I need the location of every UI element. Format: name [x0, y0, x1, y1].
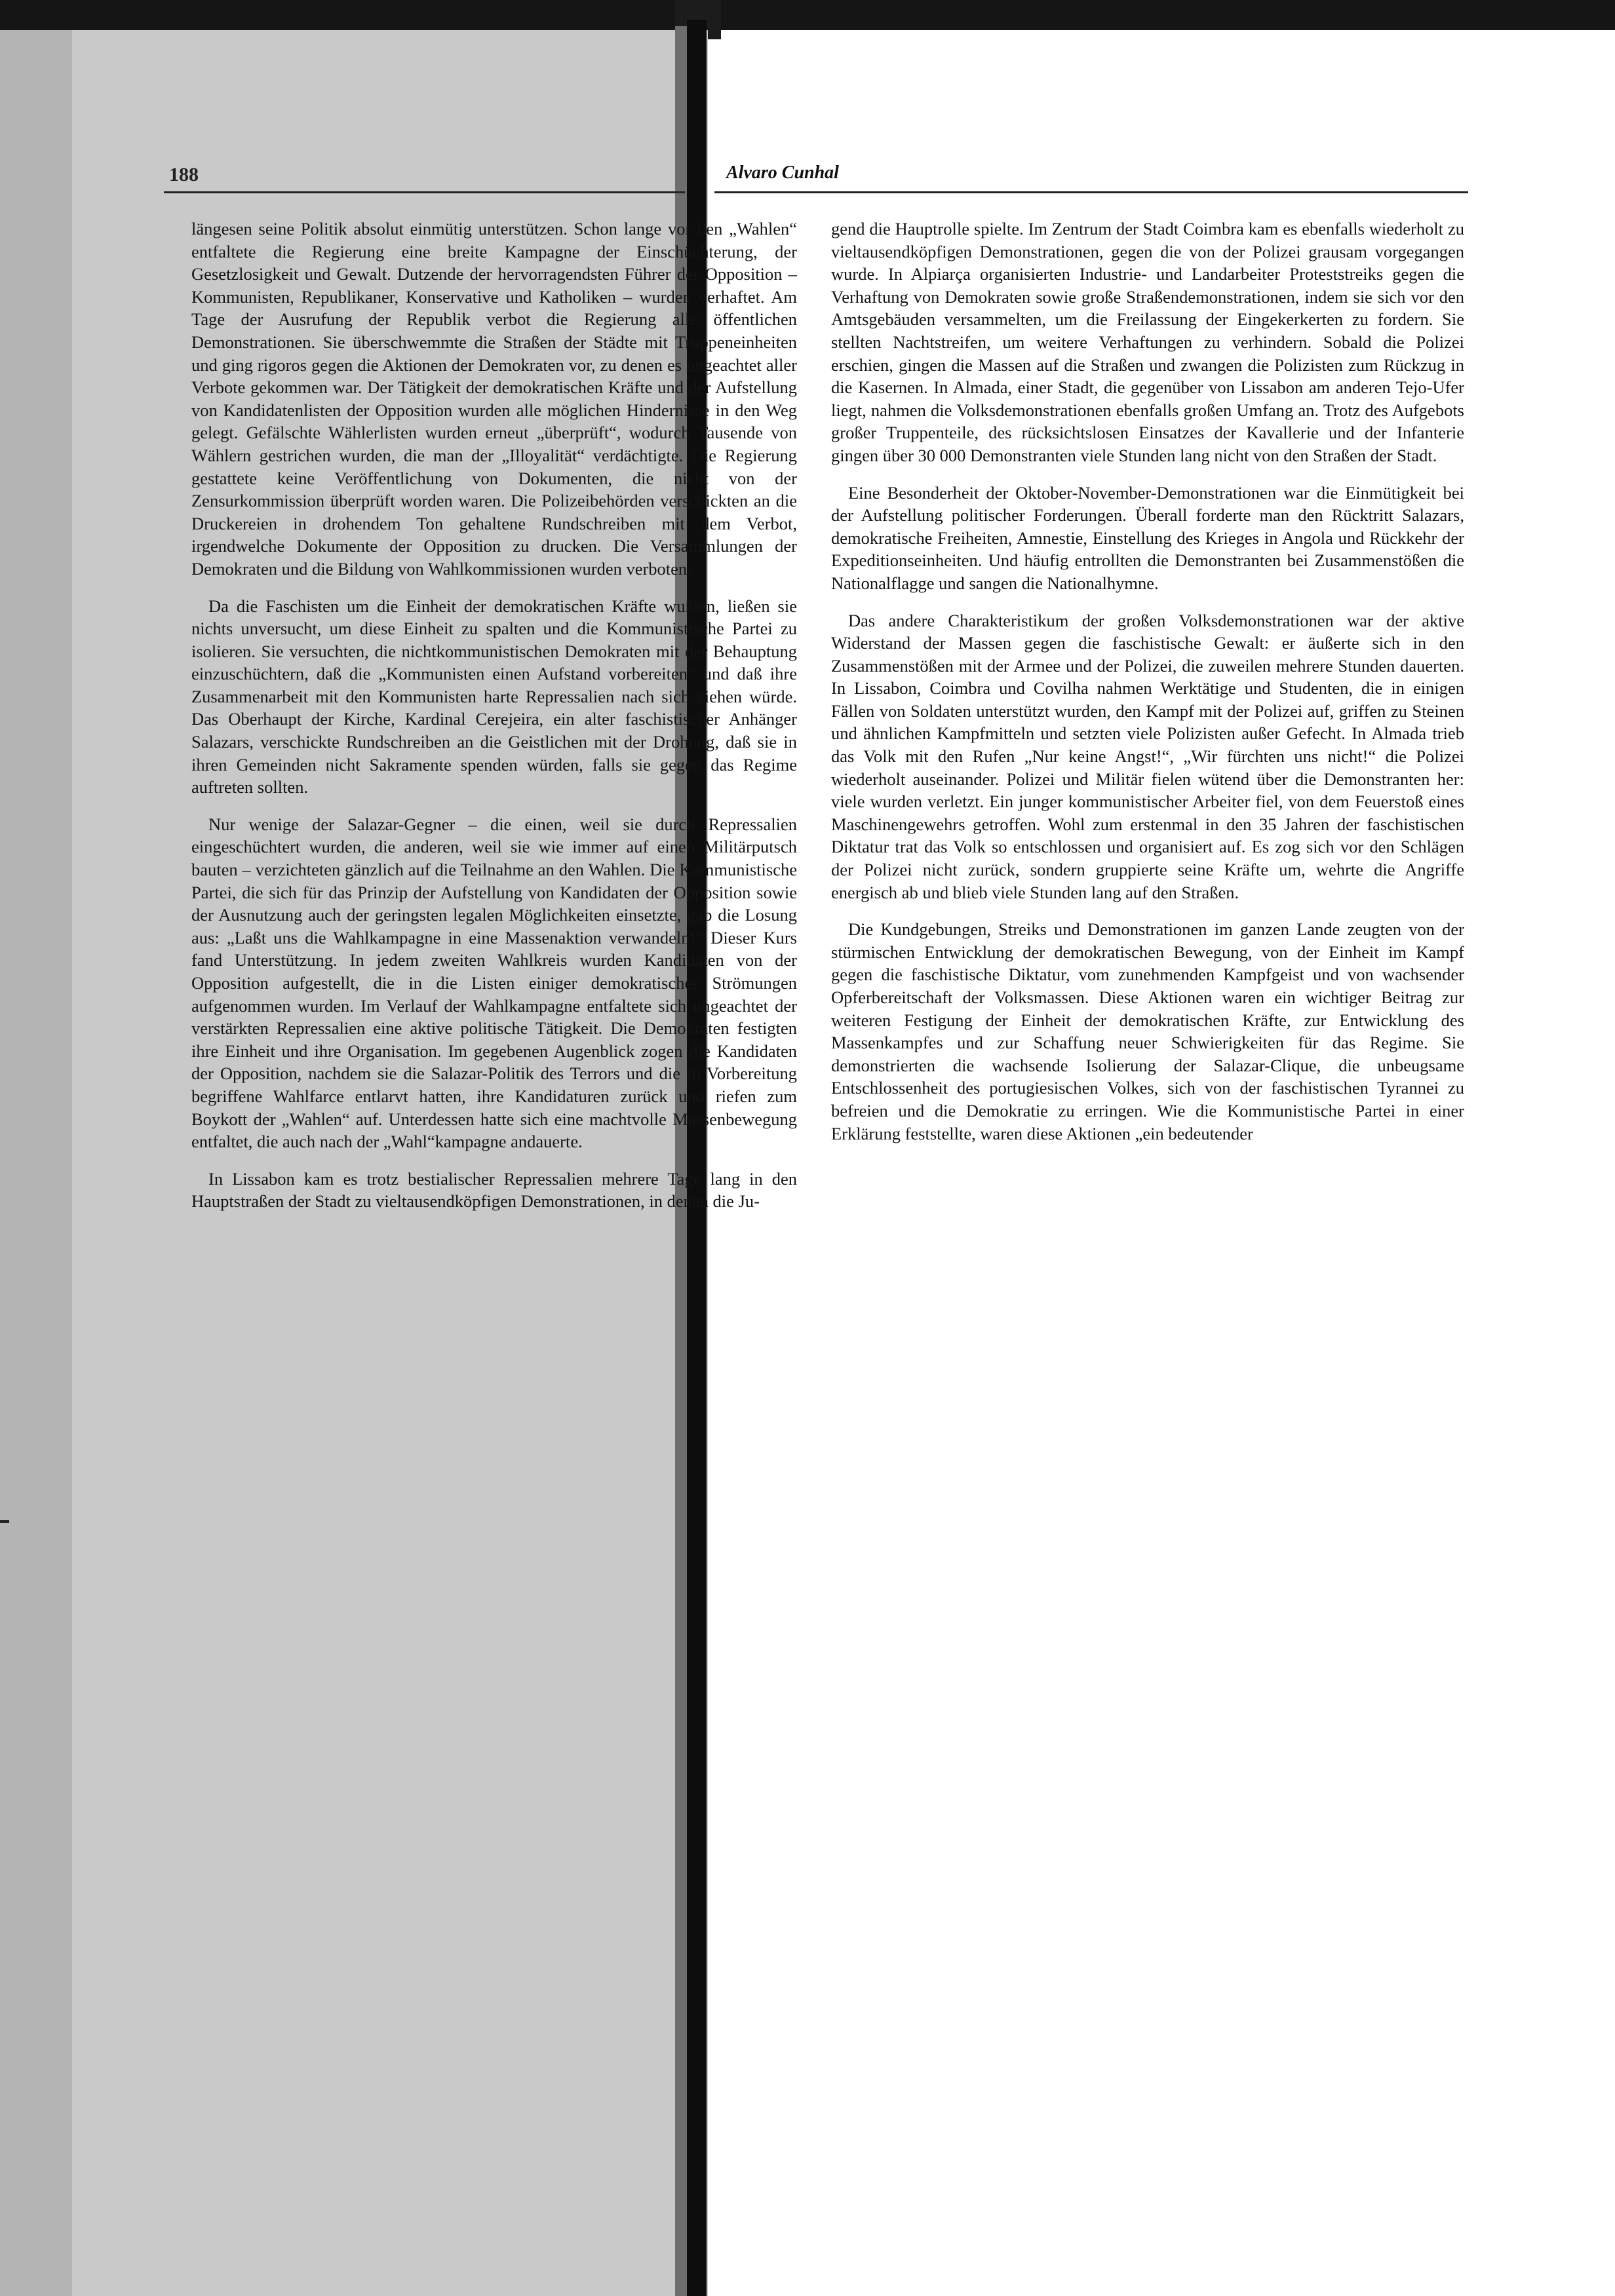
header-rule-left	[164, 191, 685, 193]
paragraph: Nur wenige der Salazar-Gegner – die einen, weil sie durch Repressalien eingeschüchtert wurden, die anderen, weil sie wie immer auf einen Militärputsch bauten – verzichteten gänzlich auf die Teilnahme an den Wahlen. Die Kommunistische Partei, die sich für das Prinzip der Aufstellung von Kandidaten der Opposition sowie der Ausnutzung auch der geringsten legalen Möglichkeiten einsetzte, gab die Losung aus: „Laßt uns die Wahlkampagne in eine Massenaktion verwandeln!“ Dieser Kurs fand Unterstützung. In jedem zweiten Wahlkreis wurden Kandidaten von der Opposition aufgestellt, die in die Listen einiger demokratischer Strömungen aufgenommen wurden. Im Verlauf der Wahlkampagne entfaltete sich ungeachtet der verstärkten Repressalien eine aktive politische Tätigkeit. Die Demokraten festigten ihre Einheit und ihre Organisation. Im gegebenen Augenblick zogen die Kandidaten der Opposition, nachdem sie die Salazar-Politik des Terrors und die in Vorbereitung begriffene Wahlfarce entlarvt hatten, ihre Kandidaturen zurück und riefen zum Boykott der „Wahlen“ auf. Unterdessen hatte sich eine machtvolle Massenbewegung entfaltet, die auch nach der „Wahl“kampagne andauerte.	[191, 814, 797, 1152]
paragraph: Die Kundgebungen, Streiks und Demonstrationen im ganzen Lande zeugten von der stürmischen Entwicklung der demokratischen Bewegung, von der Einheit im Kampf gegen die faschistische Diktatur, vom zunehmenden Kampfgeist und von wachsender Opferbereitschaft der Volksmassen. Diese Aktionen waren ein wichtiger Beitrag zur weiteren Festigung der Einheit der demokratischen Kräfte, zur Entwicklung des Massenkampfes und zur Schaffung neuer Schwierigkeiten für das Regime. Sie demonstrierten die wachsende Isolierung der Salazar-Clique, die unbeugsame Entschlossenheit des portugiesischen Volkes, sich von der faschistischen Tyrannei zu befreien und die Demokratie zu erringen. Wie die Kommunistische Partei in einer Erklärung feststellte, waren diese Aktionen „ein bedeutender	[831, 919, 1464, 1143]
paragraph: Das andere Charakteristikum der großen Volksdemonstrationen war der aktive Widerstand der Massen gegen die faschistische Gewalt: er äußerte sich in den Zusammenstößen mit der Armee und der Polizei, die zuweilen mehrere Stunden dauerten. In Lissabon, Coimbra und Covilha nahmen Werktätige und Studenten, die in einigen Fällen von Soldaten unterstützt wurden, den Kampf mit der Polizei auf, griffen zu Steinen und ähnlichen Kampfmitteln und setzten viele Polizisten außer Gefecht. In Almada trieb das Volk mit den Rufen „Nur keine Angst!“, „Wir fürchten uns nicht!“ die Polizei wiederholt auseinander. Polizei und Militär fielen wütend über die Demonstranten her: viele wurden verletzt. Ein junger kommunistischer Arbeiter fiel, von dem Feuerstoß eines Maschinengewehrs getroffen. Wohl zum erstenmal in den 35 Jahren der faschistischen Diktatur trat das Volk so entschlossen und organisiert auf. Es zog sich vor den Schlägen der Polizei nicht zurück, sondern gruppierte seine Kräfte um, wehrte die Angriffe energisch ab und blieb viele Stunden lang auf den Straßen.	[831, 610, 1464, 902]
scan-margin-mark	[0, 1520, 9, 1523]
paragraph: längesen seine Politik absolut einmütig unterstützen. Schon lange vor den „Wahlen“ entfaltete die Regierung eine breite Kampagne der Einschüchterung, der Gesetzlosigkeit und Gewalt. Dutzende der hervorragendsten Führer der Opposition – Kommunisten, Republikaner, Konservative und Katholiken – wurden verhaftet. Am Tage der Ausrufung der Republik verbot die Regierung alle öffentlichen Demonstrationen. Sie überschwemmte die Straßen der Städte mit Truppeneinheiten und ging rigoros gegen die Aktionen der Demokraten vor, zu denen es ungeachtet aller Verbote gekommen war. Der Tätigkeit der demokratischen Kräfte und der Aufstellung von Kandidatenlisten der Opposition wurden alle möglichen Hindernisse in den Weg gelegt. Gefälschte Wählerlisten wurden erneut „überprüft“, wodurch Tausende von Wählern gestrichen wurden, die man der „Illoyalität“ verdächtigte. Die Regierung gestattete keine Veröffentlichung von Dokumenten, die nicht von der Zensurkommission überprüft worden waren. Die Polizeibehörden verschickten an die Druckereien in drohendem Ton gehaltene Rundschreiben mit dem Verbot, irgendwelche Dokumente der Opposition zu drucken. Die Versammlungen der Demokraten und die Bildung von Wahlkommissionen wurden verboten.	[191, 219, 797, 579]
paragraph: Eine Besonderheit der Oktober-November-Demonstrationen war die Einmütigkeit bei der Aufstellung politischer Forderungen. Überall forderte man den Rücktritt Salazars, demokratische Freiheiten, Amnestie, Einstellung des Krieges in Angola und Rückkehr der Expeditionseinheiten. Und häufig entrollten die Demonstranten bei Zusammenstößen die Nationalflagge und sangen die Nationalhymne.	[831, 482, 1464, 593]
page-number: 188	[169, 164, 199, 185]
running-head: Alvaro Cunhal	[726, 163, 839, 183]
paragraph: In Lissabon kam es trotz bestialischer Repressalien mehrere Tage lang in den Hauptstraßen der Stadt zu vieltausendköpfigen Demonstrationen, in denen die Ju-	[191, 1168, 797, 1212]
scan-top-border	[0, 0, 1615, 30]
paragraph: Da die Faschisten um die Einheit der demokratischen Kräfte wußten, ließen sie nichts unversucht, um diese Einheit zu spalten und die Kommunistische Partei zu isolieren. Sie versuchten, die nichtkommunistischen Demokraten mit der Behauptung einzuschüchtern, daß die „Kommunisten einen Aufstand vorbereiten“ und daß ihre Zusammenarbeit mit den Kommunisten harte Repressalien nach sich ziehen würde. Das Oberhaupt der Kirche, Kardinal Cerejeira, ein alter faschistischer Anhänger Salazars, verschickte Rundschreiben an die Geistlichen mit der Drohung, daß sie in ihren Gemeinden nicht Sakramente spenden würden, falls sie gegen das Regime auftreten sollten.	[191, 596, 797, 797]
right-text-column	[831, 218, 1464, 1159]
paragraph: gend die Hauptrolle spielte. Im Zentrum der Stadt Coimbra kam es ebenfalls wiederholt zu vieltausendköpfigen Demonstrationen, gegen die von der Polizei grausam vorgegangen wurde. In Alpiarça organisierten Industrie- und Landarbeiter Proteststreiks gegen die Verhaftung von Demokraten sowie große Straßendemonstrationen, indem sie sich vor den Amtsgebäuden versammelten, um die Freilassung der Eingekerkerten zu fordern. Sie stellten Nachtstreifen, um weitere Verhaftungen zu verhindern. Sobald die Polizei erschien, gingen die Massen auf die Straßen und zwangen die Polizisten zum Rückzug in die Kasernen. In Almada, einer Stadt, die gegenüber von Lissabon am anderen Tejo-Ufer liegt, nahmen die Volksdemonstrationen ebenfalls großen Umfang an. Trotz des Aufgebots großer Truppenteile, des rücksichtslosen Einsatzes der Kavallerie und der Infanterie gingen über 30 000 Demonstranten viele Stunden lang nicht von den Straßen der Stadt.	[831, 219, 1464, 465]
left-page-edge-shading	[0, 30, 72, 2296]
header-rule-right	[714, 191, 1468, 193]
left-text-column	[191, 218, 797, 1227]
